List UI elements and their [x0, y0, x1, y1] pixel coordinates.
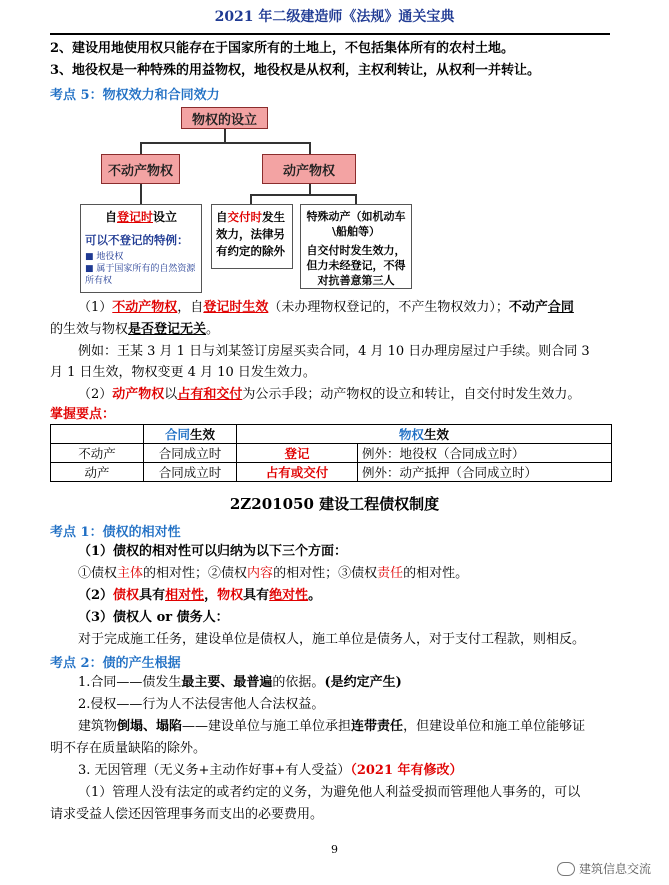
- table-row: 动产 合同成立时 占有或交付 例外：动产抵押（合同成立时）: [51, 463, 612, 482]
- kp1-title: 考点 1：债权的相对性: [50, 525, 181, 540]
- connector: [224, 129, 226, 142]
- page-header-title: 2021 年二级建造师《法规》通关宝典: [214, 9, 455, 25]
- chat-bubble-icon: [557, 862, 575, 876]
- kp2-line1: 1.合同——债发生最主要、最普遍的依据。(是约定产生): [78, 675, 402, 690]
- effect-table: [50, 424, 612, 482]
- connector: [140, 142, 310, 144]
- table-header-row: 合同生效 物权生效: [51, 425, 612, 444]
- text-line-easement: 3、地役权是一种特殊的用益物权，地役权是从权利，主权利转让，从权利一并转让。: [50, 63, 541, 78]
- kp5-title: 考点 5：物权效力和合同效力: [50, 88, 220, 103]
- diagram-box-delivery: 自交付时发生效力，法律另有约定的除外: [211, 204, 293, 269]
- kp1-line5: 对于完成施工任务，建设单位是债权人，施工单位是债务人，对于支付工程款，则相反。: [78, 632, 586, 647]
- example-line2: 月 1 日生效，物权变更 4 月 10 日发生效力。: [50, 365, 316, 380]
- watermark: 建筑信息交流: [557, 860, 651, 877]
- kp1-line4: （3）债权人 or 债务人：: [78, 610, 229, 625]
- connector: [250, 194, 252, 204]
- kp2-line5: 3. 无因管理（无义务+主动作好事+有人受益）（2021 年有修改）: [78, 763, 463, 778]
- diagram-box-registration: 自登记时设立 可以不登记的特例： ■ 地役权 ■ 属于国家所有的自然资源所有权: [80, 204, 202, 293]
- para1-line2: 的生效与物权是否登记无关。: [50, 322, 220, 337]
- section-title: 2Z201050 建设工程债权制度: [229, 495, 440, 513]
- para2-line: （2）动产物权以占有和交付为公示手段；动产物权的设立和转让，自交付时发生效力。: [78, 387, 581, 402]
- kp2-line3: 建筑物倒塌、塌陷——建设单位与施工单位承担连带责任，但建设单位和施工单位能够证: [78, 719, 586, 734]
- connector: [309, 184, 311, 194]
- diagram-box-special: 特殊动产（如机动车\船舶等） 自交付时发生效力，但力未经登记，不得对抗善意第三人: [300, 204, 412, 289]
- connector: [309, 142, 311, 154]
- connector: [140, 142, 142, 154]
- diagram-immovable: 不动产物权: [101, 154, 180, 184]
- kp2-line2: 2.侵权——行为人不法侵害他人合法权益。: [78, 697, 325, 712]
- connector: [140, 184, 142, 204]
- kp1-line2: ①债权主体的相对性；②债权内容的相对性；③债权责任的相对性。: [78, 566, 469, 581]
- table-row: 不动产 合同成立时 登记 例外：地役权（合同成立时）: [51, 444, 612, 463]
- kp2-line4: 明不存在质量缺陷的除外。: [50, 741, 207, 756]
- kp2-title: 考点 2：债的产生根据: [50, 656, 181, 671]
- key-points-title: 掌握要点：: [50, 407, 116, 422]
- para1-line: （1）不动产物权，自登记时生效（未办理物权登记的，不产生物权效力）；不动产合同: [78, 300, 574, 315]
- connector: [250, 194, 356, 196]
- connector: [355, 194, 357, 204]
- text-line-land-use: 2、建设用地使用权只能存在于国家所有的土地上，不包括集体所有的农村土地。: [50, 41, 515, 56]
- kp1-line3: （2）债权具有相对性，物权具有绝对性。: [78, 588, 322, 603]
- diagram-root: 物权的设立: [181, 107, 268, 129]
- kp2-line7: 请求受益人偿还因管理事务而支出的必要费用。: [50, 807, 324, 822]
- diagram-movable: 动产物权: [262, 154, 356, 184]
- kp1-line1: （1）债权的相对性可以归纳为以下三个方面：: [78, 544, 348, 559]
- header-rule: [50, 33, 610, 35]
- page-number: 9: [331, 843, 338, 856]
- kp2-line6: （1）管理人没有法定的或者约定的义务，为避免他人利益受损而管理他人事务的，可以: [78, 785, 581, 800]
- example-line1: 例如：王某 3 月 1 日与刘某签订房屋买卖合同，4 月 10 日办理房屋过户手续。则合同 3: [78, 344, 590, 359]
